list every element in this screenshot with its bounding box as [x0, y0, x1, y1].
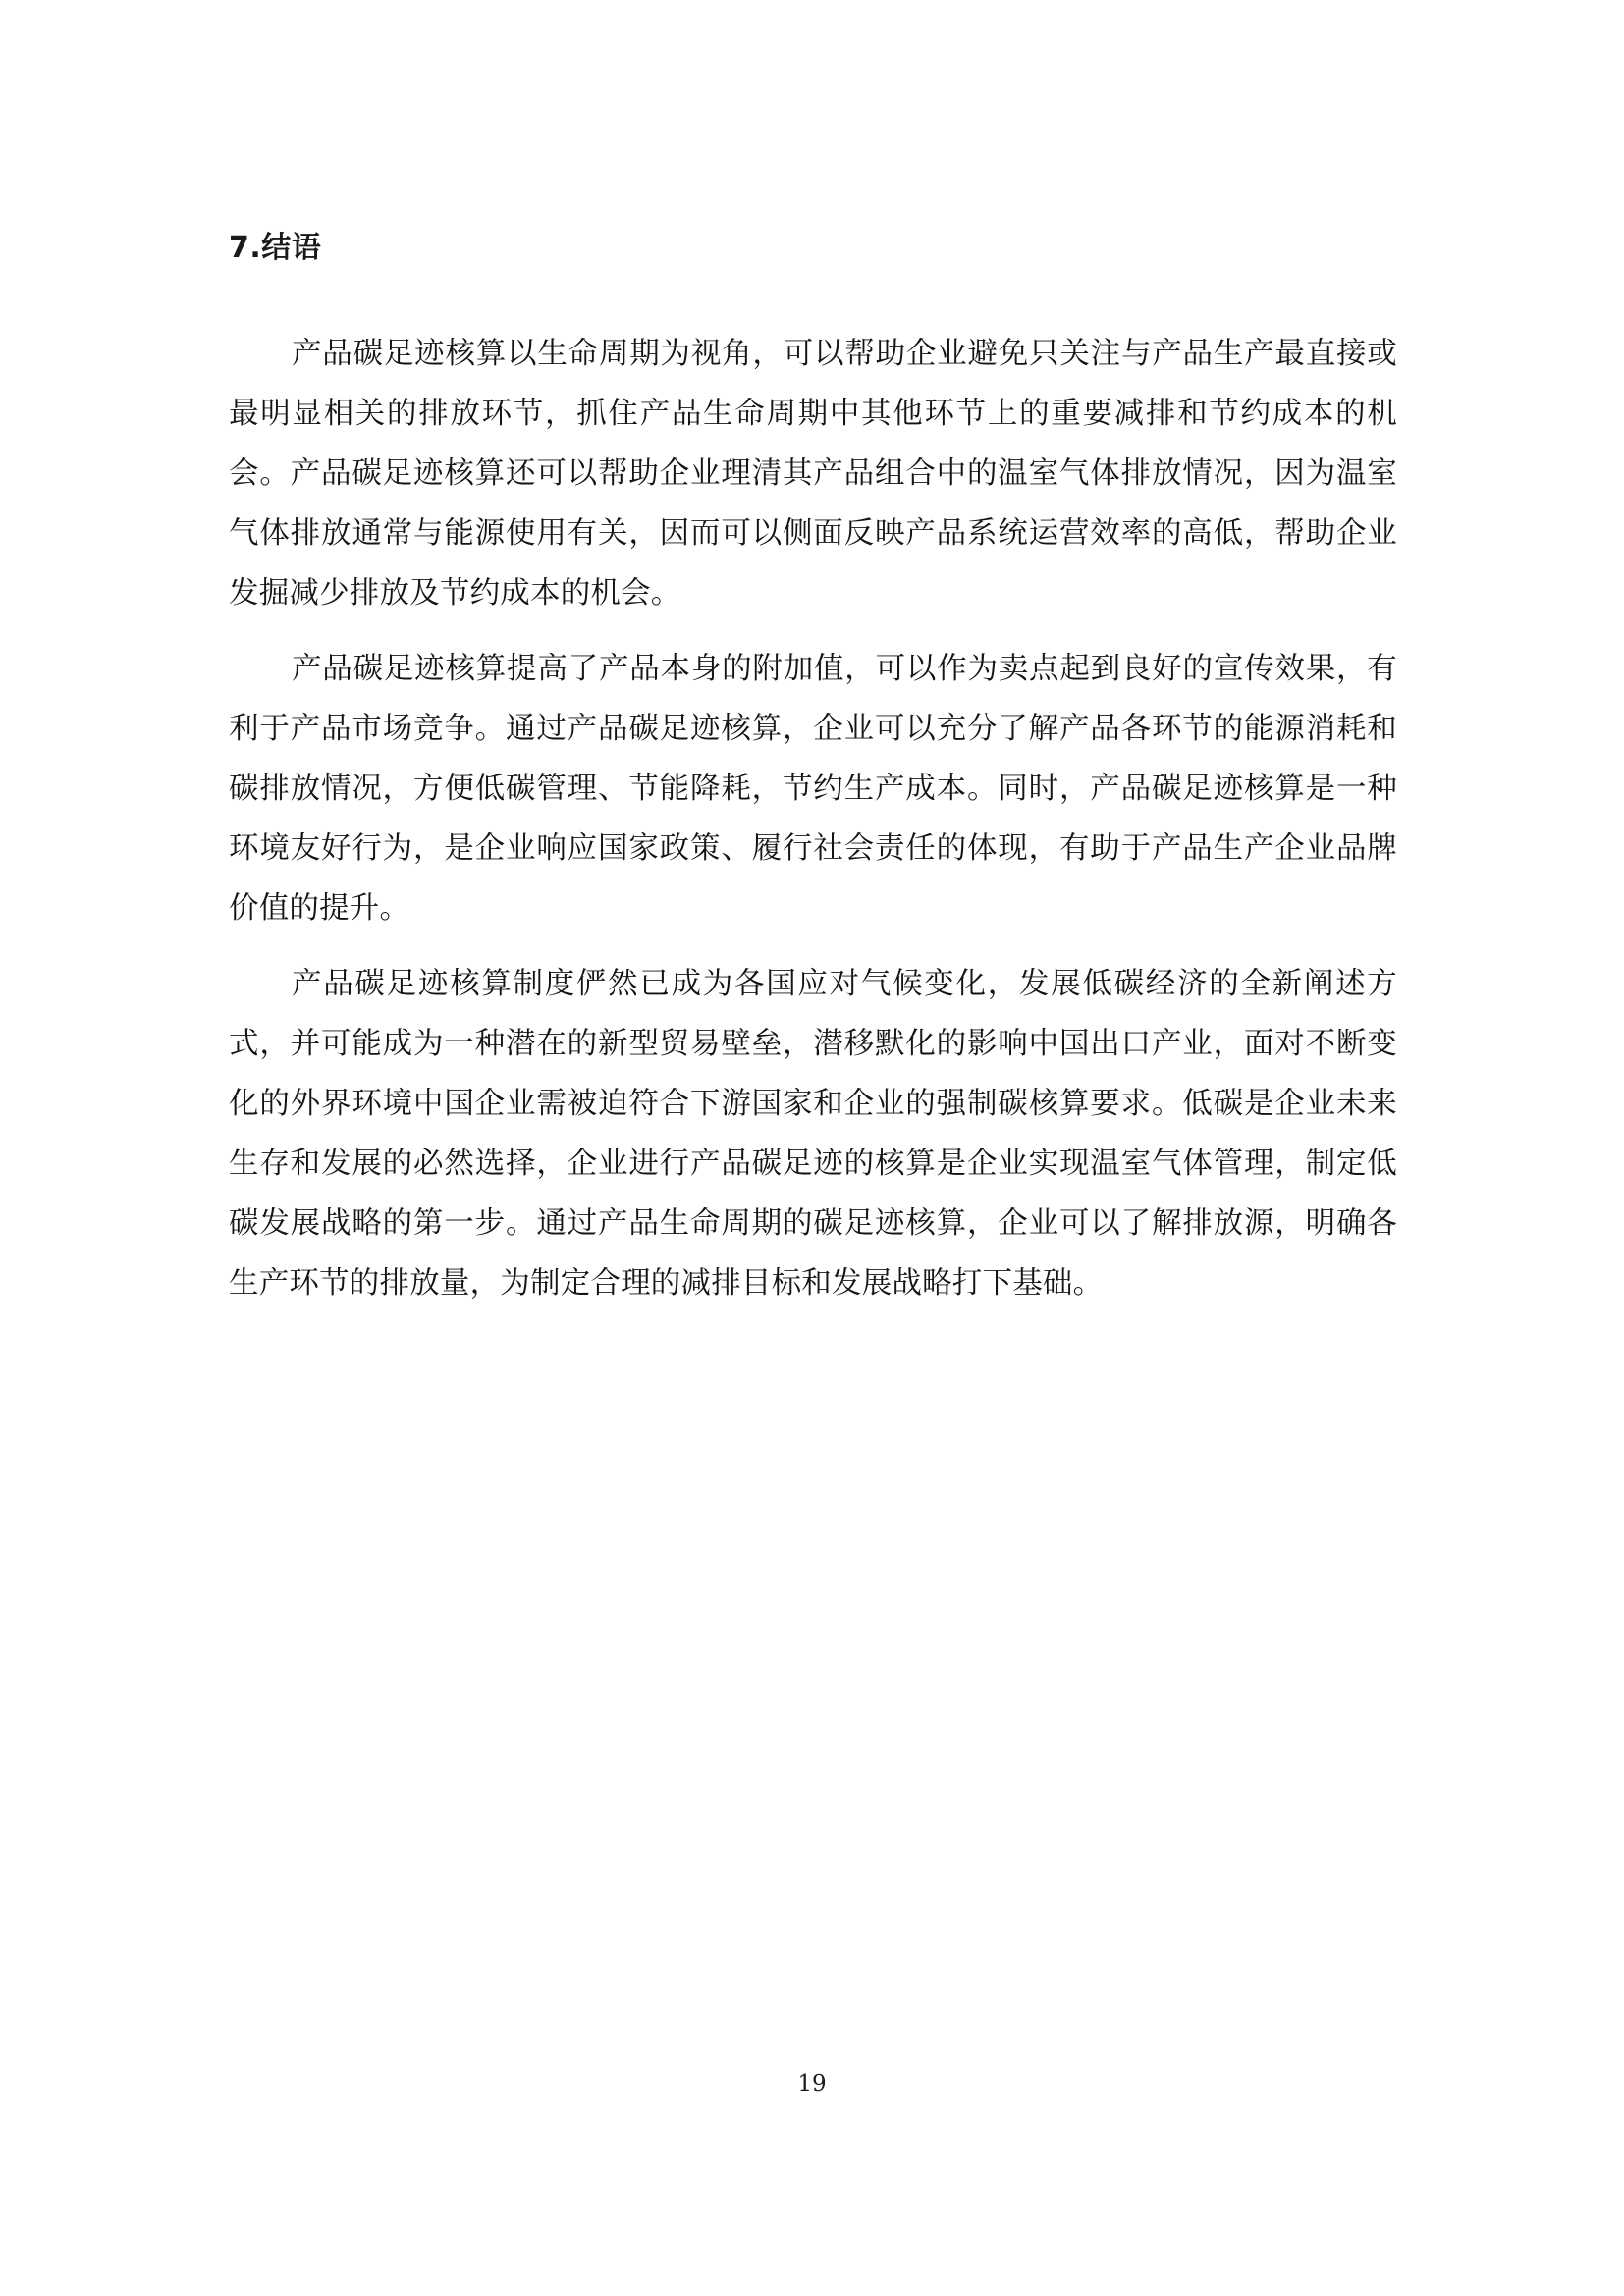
body-paragraph: 产品碳足迹核算制度俨然已成为各国应对气候变化，发展低碳经济的全新阐述方式，并可能成为一种潜在的新型贸易壁垒，潜移默化的影响中国出口产业，面对不断变化的外界环境中国企业需被迫符合下游国家和企业的强制碳核算要求。低碳是企业未来生存和发展的必然选择，企业进行产品碳足迹的核算是企业实现温室气体管理，制定低碳发展战略的第一步。通过产品生命周期的碳足迹核算，企业可以了解排放源，明确各生产环节的排放量，为制定合理的减排目标和发展战略打下基础。 [229, 967, 1397, 1301]
body-paragraph: 产品碳足迹核算以生命周期为视角，可以帮助企业避免只关注与产品生产最直接或最明显相关的排放环节，抓住产品生命周期中其他环节上的重要减排和节约成本的机会。产品碳足迹核算还可以帮助企业理清其产品组合中的温室气体排放情况，因为温室气体排放通常与能源使用有关，因而可以侧面反映产品系统运营效率的高低，帮助企业发掘减少排放及节约成本的机会。 [229, 337, 1397, 611]
page-number: 19 [797, 2071, 827, 2097]
section-heading: 7.结语 [229, 231, 322, 265]
body-paragraph: 产品碳足迹核算提高了产品本身的附加值，可以作为卖点起到良好的宣传效果，有利于产品市场竞争。通过产品碳足迹核算，企业可以充分了解产品各环节的能源消耗和碳排放情况，方便低碳管理、节能降耗，节约生产成本。同时，产品碳足迹核算是一种环境友好行为，是企业响应国家政策、履行社会责任的体现，有助于产品生产企业品牌价值的提升。 [229, 652, 1397, 926]
page-content [229, 228, 1397, 1329]
